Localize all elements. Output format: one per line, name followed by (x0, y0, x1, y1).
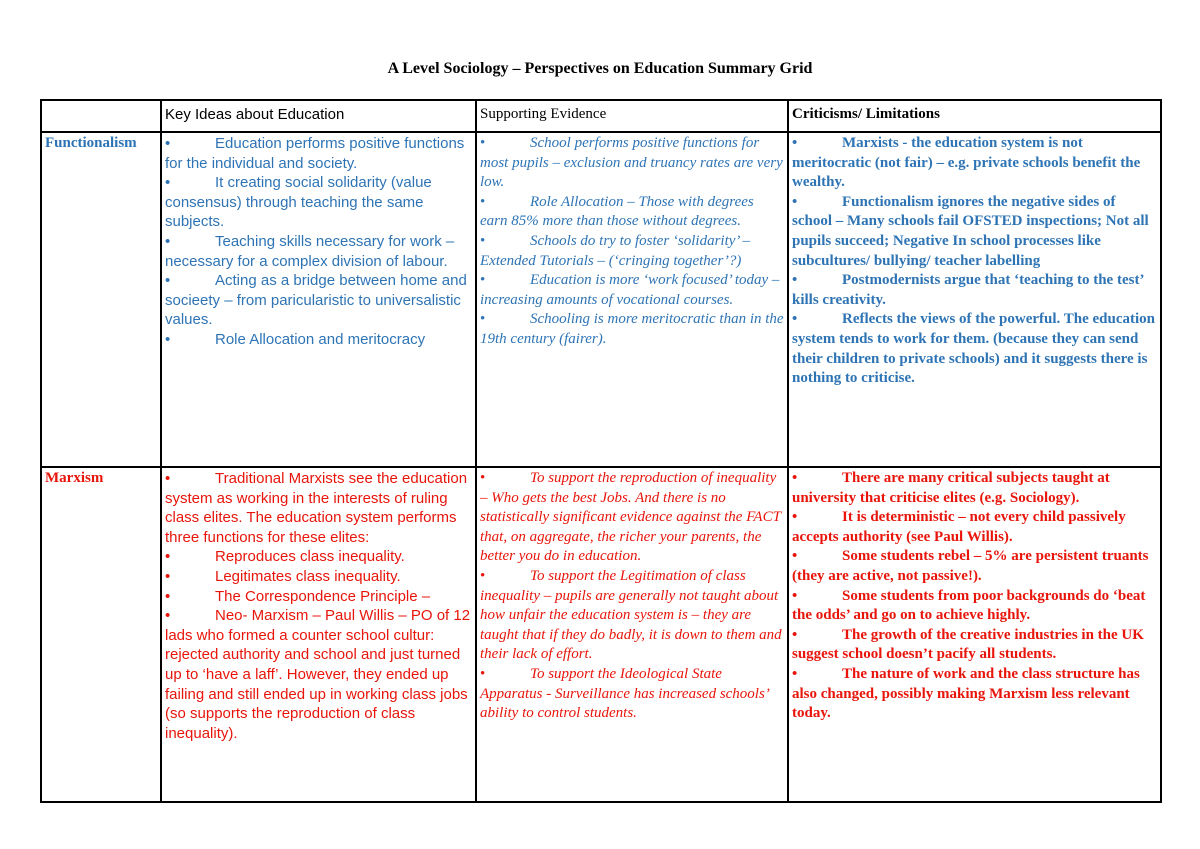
bullet-point (165, 134, 472, 173)
perspective-functionalism: Functionalism (41, 132, 161, 467)
table-row-marxism (41, 467, 1161, 802)
summary-grid-table (40, 99, 1162, 803)
bullet-point (165, 232, 472, 271)
bullet-text: Postmodernists argue that ‘teaching to the test’ kills creativity. (792, 272, 1144, 308)
bullet-icon: • (480, 470, 486, 486)
bullet-point (480, 567, 784, 665)
bullet-point (792, 134, 1157, 193)
bullet-text: To support the Ideological State Apparatus - Surveillance has increased schools’ ability to control students. (480, 665, 769, 722)
bullet-icon: • (480, 272, 486, 289)
bullet-icon: • (792, 272, 798, 289)
bullet-point (165, 547, 472, 567)
bullet-point (480, 469, 784, 567)
bullet-point (480, 134, 784, 193)
bullet-text: Role Allocation – Those with degrees earn 85% more than those without degrees. (480, 193, 754, 230)
functionalism-evidence (476, 132, 788, 467)
bullet-icon: • (792, 587, 798, 604)
bullet-point (165, 173, 472, 232)
bullet-point (792, 547, 1157, 586)
bullet-icon: • (792, 626, 798, 643)
bullet-text: It creating social solidarity (value consensus) through teaching the same subjects. (165, 174, 432, 231)
bullet-point (480, 271, 784, 310)
bullet-text: Education is more ‘work focused’ today – increasing amounts of vocational courses. (480, 272, 780, 308)
bullet-text: Traditional Marxists see the education system as working in the interests of ruling class elites. The education system performs three functions for these elites: (165, 470, 468, 546)
bullet-text: Schools do try to foster ‘solidarity’ – Extended Tutorials – (‘cringing together’?) (480, 232, 750, 269)
bullet-text: To support the reproduction of inequality – Who gets the best Jobs. And there is no statistically significant evidence against the FACT that, on aggregate, the richer your parents, the better you do in education. (480, 470, 781, 565)
bullet-point (792, 193, 1157, 271)
bullet-point (165, 469, 472, 547)
header-key-ideas: Key Ideas about Education (161, 100, 476, 132)
bullet-icon: • (165, 232, 171, 250)
bullet-text: Role Allocation and meritocracy (215, 330, 426, 348)
bullet-icon: • (792, 193, 798, 210)
bullet-point (792, 587, 1157, 626)
bullet-icon: • (480, 665, 486, 682)
bullet-point (165, 271, 472, 330)
marxism-criticisms (788, 467, 1161, 802)
bullet-point (792, 469, 1157, 508)
bullet-text: School performs positive functions for most pupils – exclusion and truancy rates are very low. (480, 135, 783, 191)
bullet-point (792, 665, 1157, 724)
bullet-text: It is deterministic – not every child passively accepts authority (see Paul Willis). (792, 509, 1126, 545)
bullet-icon: • (480, 135, 486, 151)
header-supporting-evidence: Supporting Evidence (476, 100, 788, 132)
bullet-icon: • (480, 311, 486, 328)
bullet-text: The growth of the creative industries in the UK suggest school doesn’t pacify all students. (792, 626, 1144, 663)
bullet-point (792, 271, 1157, 310)
bullet-text: Neo- Marxism – Paul Willis – PO of 12 lads who formed a counter school cultur: rejected authority and school and just turned up to ‘have a laff’. However, they ended up failing and still ended up in working class jobs (so supports the reproduction of class inequality). (165, 607, 471, 742)
bullet-point (165, 330, 472, 350)
bullet-text: The Correspondence Principle – (215, 587, 431, 605)
bullet-icon: • (165, 587, 171, 605)
bullet-text: Acting as a bridge between home and socieety – from paricularistic to universalistic values. (165, 272, 467, 329)
marxism-key-ideas (161, 467, 476, 802)
header-perspective (41, 100, 161, 132)
bullet-point (792, 626, 1157, 665)
header-criticisms: Criticisms/ Limitations (788, 100, 1161, 132)
bullet-icon: • (480, 567, 486, 584)
bullet-icon: • (792, 548, 798, 565)
bullet-point (165, 587, 472, 607)
bullet-text: There are many critical subjects taught at university that criticise elites (e.g. Sociology). (792, 470, 1110, 506)
bullet-icon: • (480, 232, 486, 249)
bullet-icon: • (792, 135, 798, 151)
bullet-point (480, 232, 784, 271)
document-title: A Level Sociology – Perspectives on Education Summary Grid (387, 60, 813, 77)
marxism-evidence (476, 467, 788, 802)
bullet-icon: • (165, 607, 171, 625)
bullet-text: Marxists - the education system is not meritocratic (not fair) – e.g. private schools benefit the wealthy. (792, 135, 1141, 191)
bullet-icon: • (165, 470, 171, 487)
bullet-text: Schooling is more meritocratic than in the 19th century (fairer). (480, 311, 784, 347)
bullet-icon: • (165, 567, 171, 585)
bullet-text: Some students from poor backgrounds do ‘beat the odds’ and go on to achieve highly. (792, 587, 1146, 624)
functionalism-key-ideas (161, 132, 476, 467)
bullet-text: Functionalism ignores the negative sides of school – Many schools fail OFSTED inspections; Not all pupils succeed; Negative In school processes like subcultures/ bullying/ teacher labelling (792, 193, 1149, 269)
bullet-icon: • (792, 665, 798, 682)
bullet-point (480, 665, 784, 724)
bullet-icon: • (165, 135, 171, 152)
bullet-point (480, 310, 784, 349)
bullet-icon: • (165, 548, 171, 566)
bullet-point (165, 567, 472, 587)
table-header-row (41, 100, 1161, 132)
bullet-icon: • (165, 272, 171, 290)
bullet-text: Reflects the views of the powerful. The education system tends to work for them. (because they can send their children to private schools) and it suggests there is nothing to criticise. (792, 311, 1156, 387)
bullet-point (165, 606, 472, 743)
bullet-text: Education performs positive functions for the individual and society. (165, 135, 465, 172)
bullet-text: Reproduces class inequality. (215, 548, 405, 566)
table-row-functionalism (41, 132, 1161, 467)
bullet-text: The nature of work and the class structure has also changed, possibly making Marxism less relevant today. (792, 665, 1140, 722)
bullet-icon: • (480, 193, 486, 210)
bullet-text: To support the Legitimation of class inequality – pupils are generally not taught about how unfair the education system is – they are taught that if they do badly, it is down to them and their lack of effort. (480, 567, 782, 663)
bullet-point (480, 193, 784, 232)
perspective-marxism: Marxism (41, 467, 161, 802)
bullet-icon: • (165, 174, 171, 192)
bullet-icon: • (792, 470, 798, 486)
functionalism-criticisms (788, 132, 1161, 467)
bullet-icon: • (792, 311, 798, 328)
bullet-text: Legitimates class inequality. (215, 567, 401, 585)
bullet-text: Teaching skills necessary for work – necessary for a complex division of labour. (165, 232, 455, 270)
bullet-point (792, 508, 1157, 547)
bullet-point (792, 310, 1157, 388)
bullet-icon: • (165, 330, 171, 348)
bullet-icon: • (792, 509, 798, 526)
bullet-text: Some students rebel – 5% are persistent truants (they are active, not passive!). (792, 548, 1149, 584)
